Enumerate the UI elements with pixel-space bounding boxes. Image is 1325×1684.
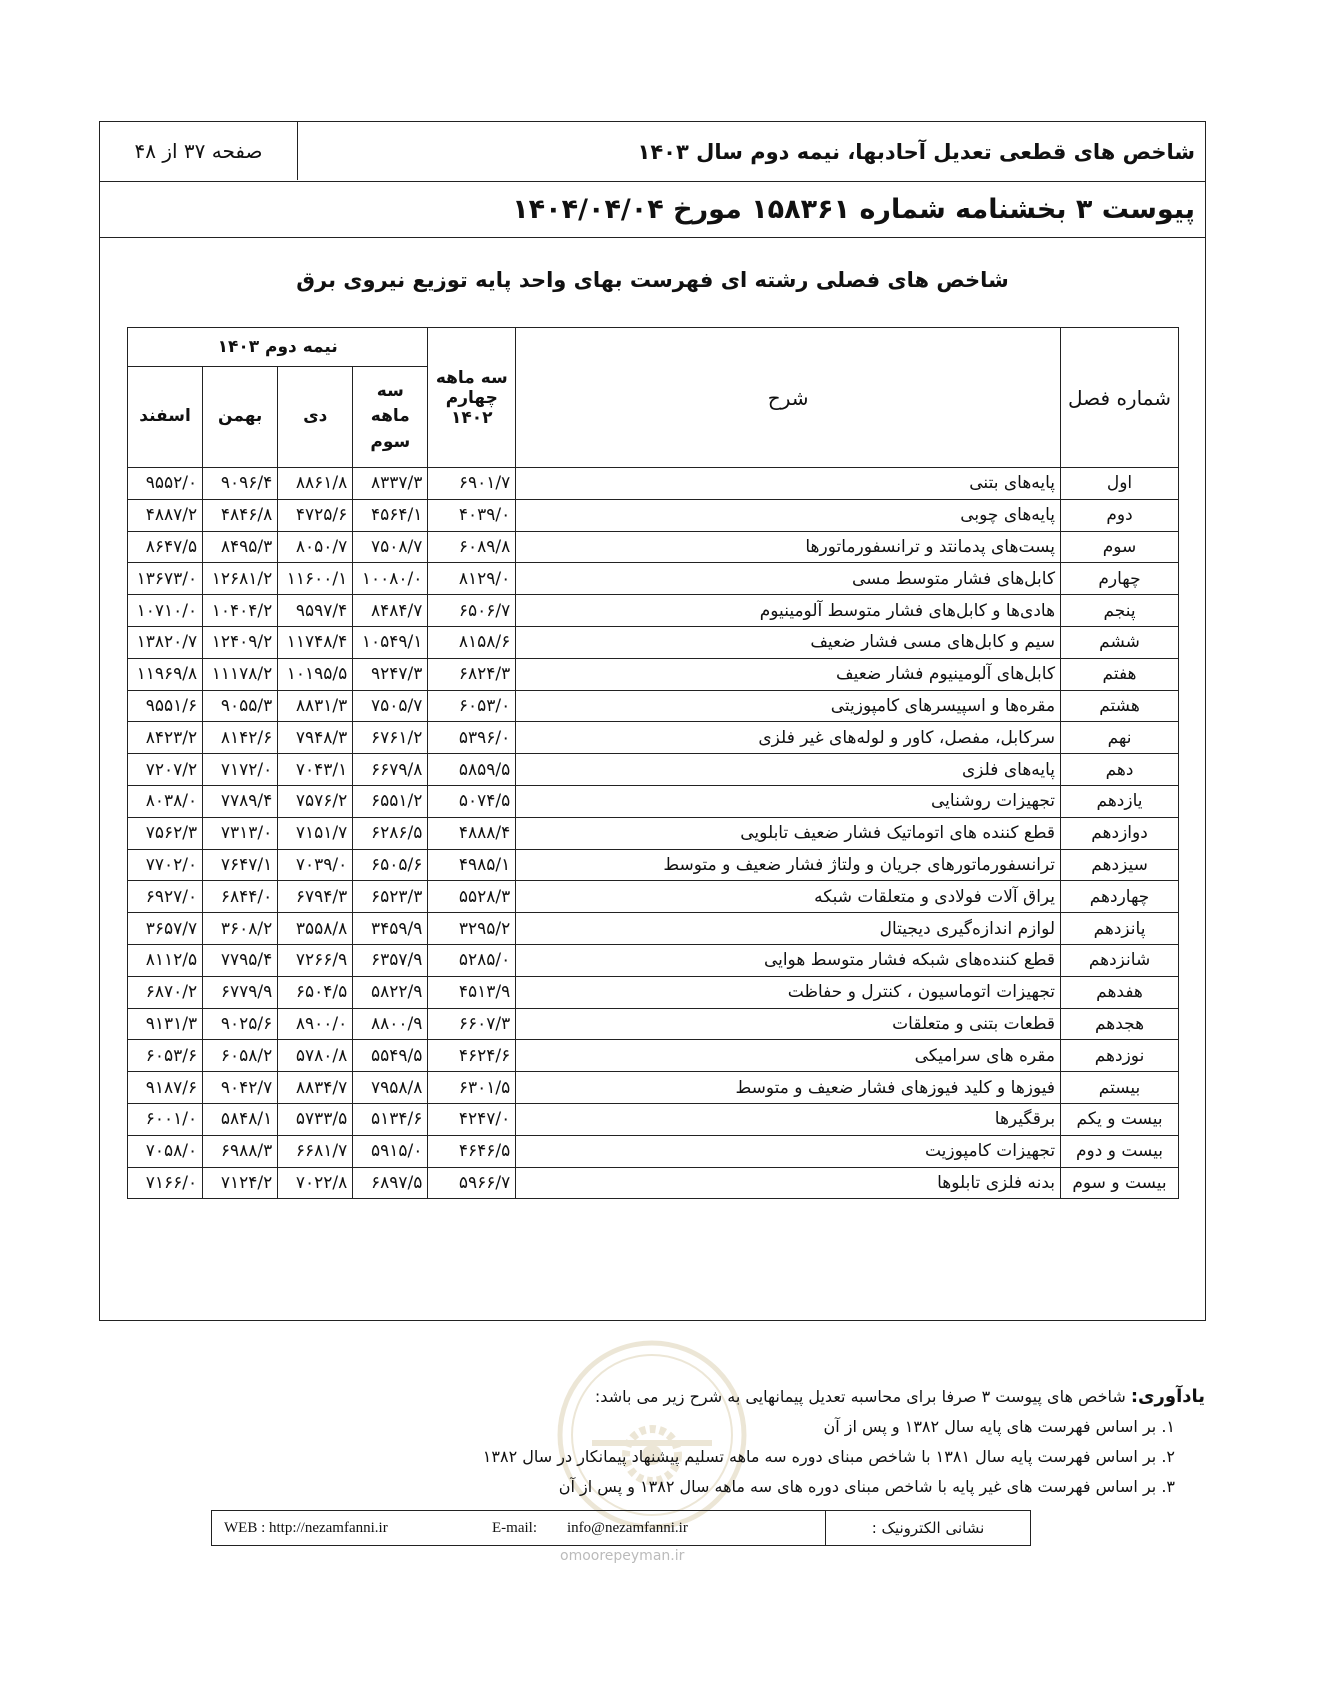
q4-1402-cell: ۸۱۵۸/۶ [428,626,516,658]
dey-cell: ۱۰۱۹۵/۵ [278,658,353,690]
chapter-cell: دهم [1061,754,1179,786]
esfand-cell: ۸۴۲۳/۲ [128,722,203,754]
table-row [128,626,1179,658]
description-cell: تجهیزات اتوماسیون ، کنترل و حفاظت [516,976,1061,1008]
q4-1402-cell: ۴۹۸۵/۱ [428,849,516,881]
q4-1402-cell: ۴۶۲۴/۶ [428,1040,516,1072]
q4-1402-cell: ۵۳۹۶/۰ [428,722,516,754]
dey-cell: ۷۲۶۶/۹ [278,944,353,976]
chapter-cell: ششم [1061,626,1179,658]
chapter-cell: پنجم [1061,595,1179,627]
table-row [128,785,1179,817]
q3-cell: ۵۱۳۴/۶ [353,1103,428,1135]
esfand-cell: ۶۹۲۷/۰ [128,881,203,913]
q3-cell: ۵۸۲۲/۹ [353,976,428,1008]
q4-1402-cell: ۳۲۹۵/۲ [428,913,516,945]
bahman-cell: ۵۸۴۸/۱ [203,1103,278,1135]
description-cell: قطعات بتنی و متعلقات [516,1008,1061,1040]
description-cell: برقگیرها [516,1103,1061,1135]
notes-item: ۲. بر اساس فهرست پایه سال ۱۳۸۱ با شاخص مبنای دوره سه ماهه تسلیم پیشنهاد پیمانکار در سال ۱۳۸۲ [482,1447,1175,1466]
bahman-cell: ۱۰۴۰۴/۲ [203,595,278,627]
index-table [127,327,1179,1199]
dey-cell: ۷۰۴۳/۱ [278,754,353,786]
table-row [128,976,1179,1008]
description-cell: تجهیزات روشنایی [516,785,1061,817]
bahman-cell: ۳۶۰۸/۲ [203,913,278,945]
chapter-cell: نوزدهم [1061,1040,1179,1072]
table-row [128,849,1179,881]
table-row [128,881,1179,913]
q4-1402-cell: ۶۰۵۳/۰ [428,690,516,722]
table-row [128,531,1179,563]
q3-cell: ۸۳۳۷/۳ [353,468,428,500]
bahman-cell: ۷۳۱۳/۰ [203,817,278,849]
q3-cell: ۶۷۶۱/۲ [353,722,428,754]
chapter-cell: بیست و یکم [1061,1103,1179,1135]
dey-cell: ۸۰۵۰/۷ [278,531,353,563]
q3-cell: ۵۵۴۹/۵ [353,1040,428,1072]
q3-cell: ۳۴۵۹/۹ [353,913,428,945]
description-cell: فیوزها و کلید فیوزهای فشار ضعیف و متوسط [516,1072,1061,1104]
dey-cell: ۵۷۳۳/۵ [278,1103,353,1135]
bahman-cell: ۹۰۵۵/۳ [203,690,278,722]
table-row [128,468,1179,500]
q4-1402-cell: ۵۵۲۸/۳ [428,881,516,913]
header-q4-1402: سه ماهه چهارم ۱۴۰۲ [428,328,516,468]
esfand-cell: ۷۵۶۲/۳ [128,817,203,849]
q4-1402-cell: ۵۸۵۹/۵ [428,754,516,786]
bahman-cell: ۶۸۴۴/۰ [203,881,278,913]
page-number: صفحه ۳۷ از ۴۸ [100,122,298,180]
q3-cell: ۷۹۵۸/۸ [353,1072,428,1104]
header-row [100,122,1205,182]
q4-1402-cell: ۶۸۲۴/۳ [428,658,516,690]
q4-1402-cell: ۴۶۴۶/۵ [428,1135,516,1167]
chapter-cell: هفتم [1061,658,1179,690]
header-chapter: شماره فصل [1061,328,1179,468]
q4-1402-cell: ۶۵۰۶/۷ [428,595,516,627]
q4-1402-cell: ۸۱۲۹/۰ [428,563,516,595]
dey-cell: ۴۷۲۵/۶ [278,499,353,531]
description-cell: تجهیزات کامپوزیت [516,1135,1061,1167]
notes-item: ۱. بر اساس فهرست های پایه سال ۱۳۸۲ و پس از آن [823,1417,1175,1436]
q3-cell: ۶۶۷۹/۸ [353,754,428,786]
notes-intro-line [305,1382,1205,1412]
description-cell: سیم و کابل‌های مسی فشار ضعیف [516,626,1061,658]
chapter-cell: نهم [1061,722,1179,754]
q3-cell: ۶۸۹۷/۵ [353,1167,428,1199]
esfand-cell: ۱۱۹۶۹/۸ [128,658,203,690]
table-row [128,563,1179,595]
q3-cell: ۶۲۸۶/۵ [353,817,428,849]
table-body [128,468,1179,1199]
footer-web[interactable]: WEB : http://nezamfanni.ir [224,1520,388,1536]
document-title: شاخص های قطعی تعدیل آحادبها، نیمه دوم سال ۱۴۰۳ [637,140,1195,164]
table-row [128,754,1179,786]
q4-1402-cell: ۴۸۸۸/۴ [428,817,516,849]
q4-1402-cell: ۵۹۶۶/۷ [428,1167,516,1199]
bahman-cell: ۹۰۲۵/۶ [203,1008,278,1040]
q3-cell: ۱۰۵۴۹/۱ [353,626,428,658]
footer-email-label: E-mail: [492,1520,537,1536]
chapter-cell: بیست و سوم [1061,1167,1179,1199]
table-row [128,817,1179,849]
description-cell: سرکابل، مفصل، کاور و لوله‌های غیر فلزی [516,722,1061,754]
dey-cell: ۵۷۸۰/۸ [278,1040,353,1072]
esfand-cell: ۷۰۵۸/۰ [128,1135,203,1167]
q3-cell: ۶۵۵۱/۲ [353,785,428,817]
header-description: شرح [516,328,1061,468]
header-q3: سه ماهه سوم [353,367,428,468]
esfand-cell: ۷۲۰۷/۲ [128,754,203,786]
q3-cell: ۷۵۰۵/۷ [353,690,428,722]
table-row [128,722,1179,754]
chapter-cell: بیستم [1061,1072,1179,1104]
bahman-cell: ۱۱۱۷۸/۲ [203,658,278,690]
q3-cell: ۱۰۰۸۰/۰ [353,563,428,595]
q3-cell: ۸۸۰۰/۹ [353,1008,428,1040]
esfand-cell: ۸۶۴۷/۵ [128,531,203,563]
bahman-cell: ۹۰۹۶/۴ [203,468,278,500]
footer-email[interactable]: info@nezamfanni.ir [567,1520,688,1536]
q3-cell: ۴۵۶۴/۱ [353,499,428,531]
bahman-cell: ۴۸۴۶/۸ [203,499,278,531]
header-second-half-1403: نیمه دوم ۱۴۰۳ [128,328,428,367]
bahman-cell: ۷۱۷۲/۰ [203,754,278,786]
esfand-cell: ۹۱۸۷/۶ [128,1072,203,1104]
chapter-cell: دوم [1061,499,1179,531]
chapter-cell: چهارم [1061,563,1179,595]
table-row [128,1167,1179,1199]
q3-cell: ۶۵۲۳/۳ [353,881,428,913]
description-cell: پست‌های پدمانتد و ترانسفورماتورها [516,531,1061,563]
description-cell: پایه‌های فلزی [516,754,1061,786]
bahman-cell: ۱۲۶۸۱/۲ [203,563,278,595]
dey-cell: ۷۱۵۱/۷ [278,817,353,849]
esfand-cell: ۷۱۶۶/۰ [128,1167,203,1199]
chapter-cell: هشتم [1061,690,1179,722]
bahman-cell: ۶۰۵۸/۲ [203,1040,278,1072]
header-dey: دی [278,367,353,468]
q4-1402-cell: ۴۲۴۷/۰ [428,1103,516,1135]
description-cell: لوازم اندازه‌گیری دیجیتال [516,913,1061,945]
dey-cell: ۸۸۳۱/۳ [278,690,353,722]
chapter-cell: اول [1061,468,1179,500]
esfand-cell: ۴۸۸۷/۲ [128,499,203,531]
table-row [128,1040,1179,1072]
bahman-cell: ۷۷۹۵/۴ [203,944,278,976]
esfand-cell: ۶۰۵۳/۶ [128,1040,203,1072]
esfand-cell: ۱۳۸۲۰/۷ [128,626,203,658]
chapter-cell: پانزدهم [1061,913,1179,945]
bahman-cell: ۶۹۸۸/۳ [203,1135,278,1167]
notes-intro: شاخص های پیوست ۳ صرفا برای محاسبه تعدیل پیمانهایی به شرح زیر می باشد: [594,1387,1126,1406]
chapter-cell: سیزدهم [1061,849,1179,881]
description-cell: پایه‌های چوبی [516,499,1061,531]
q4-1402-cell: ۶۶۰۷/۳ [428,1008,516,1040]
table-row [128,658,1179,690]
bahman-cell: ۸۱۴۲/۶ [203,722,278,754]
esfand-cell: ۷۷۰۲/۰ [128,849,203,881]
dey-cell: ۸۸۳۴/۷ [278,1072,353,1104]
dey-cell: ۷۹۴۸/۳ [278,722,353,754]
dey-cell: ۱۱۷۴۸/۴ [278,626,353,658]
notes-lead: یادآوری: [1130,1386,1205,1407]
bahman-cell: ۸۴۹۵/۳ [203,531,278,563]
esfand-cell: ۶۸۷۰/۲ [128,976,203,1008]
watermark-site: omoorepeyman.ir [560,1548,685,1564]
bahman-cell: ۷۷۸۹/۴ [203,785,278,817]
esfand-cell: ۹۵۵۲/۰ [128,468,203,500]
dey-cell: ۶۶۸۱/۷ [278,1135,353,1167]
announcement-title: پیوست ۳ بخشنامه شماره ۱۵۸۳۶۱ مورخ ۱۴۰۴/۰۴/۰۴ [512,194,1195,225]
description-cell: ترانسفورماتورهای جریان و ولتاژ فشار ضعیف و متوسط [516,849,1061,881]
dey-cell: ۱۱۶۰۰/۱ [278,563,353,595]
footer-box [211,1510,1031,1546]
dey-cell: ۹۵۹۷/۴ [278,595,353,627]
q4-1402-cell: ۴۰۳۹/۰ [428,499,516,531]
description-cell: کابل‌های فشار متوسط مسی [516,563,1061,595]
dey-cell: ۷۰۳۹/۰ [278,849,353,881]
q3-cell: ۸۴۸۴/۷ [353,595,428,627]
table-row [128,1135,1179,1167]
esfand-cell: ۱۰۷۱۰/۰ [128,595,203,627]
chapter-cell: هفدهم [1061,976,1179,1008]
description-cell: مقره‌ها و اسپیسرهای کامپوزیتی [516,690,1061,722]
dey-cell: ۸۸۶۱/۸ [278,468,353,500]
header-bahman: بهمن [203,367,278,468]
table-row [128,499,1179,531]
q4-1402-cell: ۶۰۸۹/۸ [428,531,516,563]
description-cell: پایه‌های بتنی [516,468,1061,500]
table-row [128,1008,1179,1040]
chapter-cell: یازدهم [1061,785,1179,817]
q4-1402-cell: ۶۹۰۱/۷ [428,468,516,500]
q3-cell: ۹۲۴۷/۳ [353,658,428,690]
announcement-row [100,182,1205,238]
esfand-cell: ۹۱۳۱/۳ [128,1008,203,1040]
esfand-cell: ۶۰۰۱/۰ [128,1103,203,1135]
notes-section [305,1382,1205,1502]
chapter-cell: هجدهم [1061,1008,1179,1040]
footer-address-label: نشانی الکترونیک : [825,1511,1030,1545]
chapter-cell: بیست و دوم [1061,1135,1179,1167]
chapter-cell: شانزدهم [1061,944,1179,976]
header-esfand: اسفند [128,367,203,468]
dey-cell: ۸۹۰۰/۰ [278,1008,353,1040]
bahman-cell: ۱۲۴۰۹/۲ [203,626,278,658]
dey-cell: ۷۰۲۲/۸ [278,1167,353,1199]
table-row [128,944,1179,976]
table-row [128,690,1179,722]
esfand-cell: ۸۱۱۲/۵ [128,944,203,976]
description-cell: بدنه فلزی تابلوها [516,1167,1061,1199]
dey-cell: ۶۷۹۴/۳ [278,881,353,913]
table-row [128,595,1179,627]
notes-item: ۳. بر اساس فهرست های غیر پایه با شاخص مبنای دوره های سه ماهه سال ۱۳۸۲ و پس از آن [558,1477,1175,1496]
q3-cell: ۶۳۵۷/۹ [353,944,428,976]
bahman-cell: ۷۶۴۷/۱ [203,849,278,881]
table-row [128,1103,1179,1135]
q4-1402-cell: ۴۵۱۳/۹ [428,976,516,1008]
description-cell: هادی‌ها و کابل‌های فشار متوسط آلومینیوم [516,595,1061,627]
description-cell: قطع کننده‌های شبکه فشار متوسط هوایی [516,944,1061,976]
table-row [128,913,1179,945]
dey-cell: ۳۵۵۸/۸ [278,913,353,945]
dey-cell: ۶۵۰۴/۵ [278,976,353,1008]
q3-cell: ۵۹۱۵/۰ [353,1135,428,1167]
q4-1402-cell: ۵۲۸۵/۰ [428,944,516,976]
dey-cell: ۷۵۷۶/۲ [278,785,353,817]
table-title: شاخص های فصلی رشته ای فهرست بهای واحد پایه توزیع نیروی برق [296,268,1009,292]
description-cell: قطع کننده های اتوماتیک فشار ضعیف تابلویی [516,817,1061,849]
q4-1402-cell: ۶۳۰۱/۵ [428,1072,516,1104]
esfand-cell: ۱۳۶۷۳/۰ [128,563,203,595]
bahman-cell: ۹۰۴۲/۷ [203,1072,278,1104]
chapter-cell: سوم [1061,531,1179,563]
table-row [128,1072,1179,1104]
chapter-cell: چهاردهم [1061,881,1179,913]
description-cell: مقره های سرامیکی [516,1040,1061,1072]
bahman-cell: ۷۱۲۴/۲ [203,1167,278,1199]
bahman-cell: ۶۷۷۹/۹ [203,976,278,1008]
esfand-cell: ۳۶۵۷/۷ [128,913,203,945]
q3-cell: ۶۵۰۵/۶ [353,849,428,881]
description-cell: کابل‌های آلومینیوم فشار ضعیف [516,658,1061,690]
q4-1402-cell: ۵۰۷۴/۵ [428,785,516,817]
notes-list [305,1412,1205,1502]
esfand-cell: ۹۵۵۱/۶ [128,690,203,722]
chapter-cell: دوازدهم [1061,817,1179,849]
q3-cell: ۷۵۰۸/۷ [353,531,428,563]
esfand-cell: ۸۰۳۸/۰ [128,785,203,817]
description-cell: یراق آلات فولادی و متعلقات شبکه [516,881,1061,913]
